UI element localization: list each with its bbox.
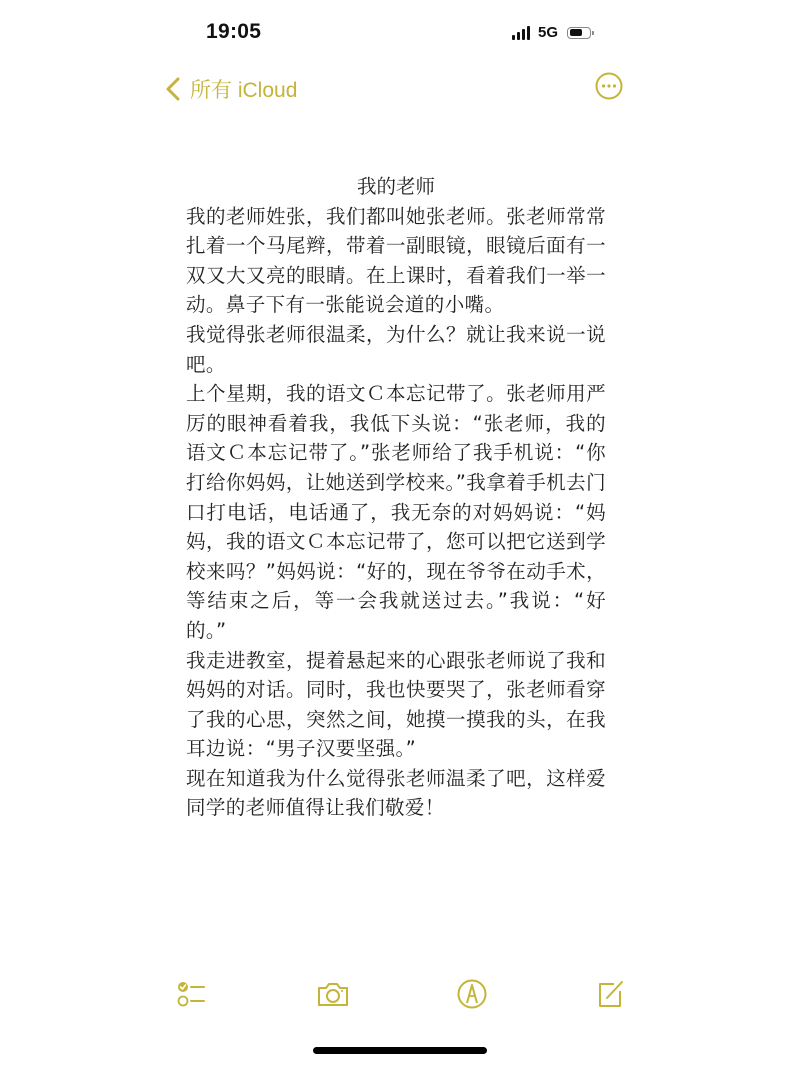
camera-button[interactable] <box>315 976 351 1012</box>
status-time: 19:05 <box>206 20 262 43</box>
note-paragraph: 我走进教室，提着悬起来的心跟张老师说了我和妈妈的对话。同时，我也快要哭了，张老师看穿了我的心思，突然之间，她摸一摸我的头，在我耳边说：“男子汉要坚强。” <box>186 648 606 761</box>
signal-icon <box>512 26 530 40</box>
compose-icon <box>592 976 628 1012</box>
ellipsis-circle-icon <box>595 72 623 100</box>
home-indicator[interactable] <box>313 1047 487 1054</box>
note-title: 我的老师 <box>356 175 435 198</box>
network-type: 5G <box>538 24 559 41</box>
status-indicators <box>512 24 591 41</box>
note-paragraph: 我的老师姓张，我们都叫她张老师。张老师常常扎着一个马尾辫，带着一副眼镜，眼镜后面有一双又大又亮的眼睛。在上课时，看着我们一举一动。鼻子下有一张能说会道的小嘴。 <box>186 204 606 317</box>
back-label: 所有 iCloud <box>190 79 298 102</box>
bottom-toolbar <box>0 976 800 1016</box>
more-button[interactable] <box>595 72 623 100</box>
note-body[interactable] <box>186 172 606 823</box>
checklist-icon <box>174 976 210 1012</box>
chevron-left-icon <box>164 76 182 102</box>
navigation-bar <box>0 66 800 110</box>
camera-icon <box>315 976 351 1012</box>
compose-button[interactable] <box>592 976 628 1012</box>
markup-pen-icon <box>454 976 490 1012</box>
note-paragraph: 现在知道我为什么觉得张老师温柔了吧，这样爱同学的老师值得让我们敬爱！ <box>186 766 606 820</box>
back-button[interactable] <box>164 74 297 104</box>
checklist-button[interactable] <box>174 976 210 1012</box>
status-bar <box>0 0 800 60</box>
markup-button[interactable] <box>454 976 490 1012</box>
note-paragraph: 我觉得张老师很温柔，为什么？就让我来说一说吧。 <box>186 322 606 376</box>
battery-icon <box>567 27 591 39</box>
note-paragraph: 上个星期，我的语文Ｃ本忘记带了。张老师用严厉的眼神看着我，我低下头说：“张老师，我的语文Ｃ本忘记带了。”张老师给了我手机说：“你打给你妈妈，让她送到学校来。”我拿着手机去门口打电话，电话通了，我无奈的对妈妈说：“妈妈，我的语文Ｃ本忘记带了，您可以把它送到学校来吗？”妈妈说：“好的，现在爷爷在动手术，等结束之后，等一会我就送过去。”我说：“好的。” <box>186 382 606 642</box>
